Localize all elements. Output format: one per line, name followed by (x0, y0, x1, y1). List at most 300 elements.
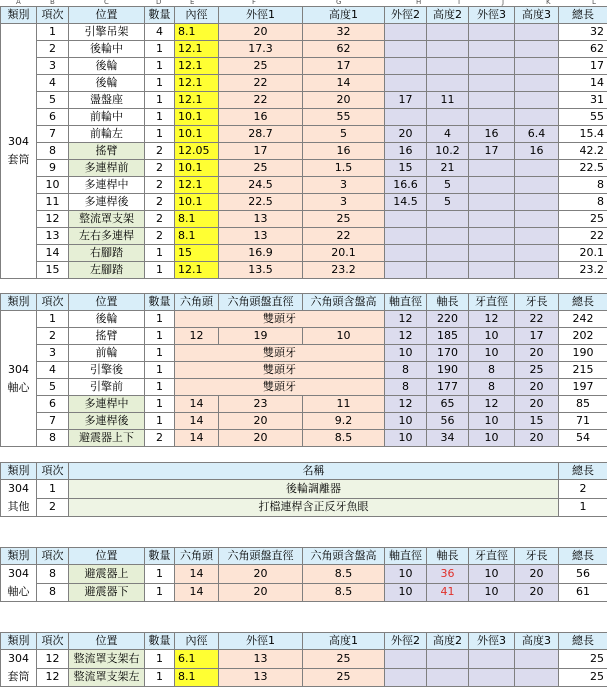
quantity[interactable]: 1 (145, 565, 175, 584)
hex-head[interactable]: 14 (175, 396, 219, 413)
shaft-diameter[interactable]: 10 (385, 413, 427, 430)
quantity[interactable]: 1 (145, 650, 175, 669)
column-header[interactable]: 高度1 (303, 633, 385, 650)
thread-length[interactable]: 20 (515, 565, 559, 584)
category-cell[interactable] (1, 565, 37, 602)
column-header[interactable]: 數量 (145, 633, 175, 650)
column-header[interactable]: 高度2 (427, 633, 469, 650)
thread-length[interactable]: 20 (515, 583, 559, 602)
outer-diameter-2[interactable] (385, 24, 427, 41)
column-header[interactable]: 項次 (37, 294, 69, 311)
column-header[interactable]: 總長 (559, 463, 607, 480)
item-no[interactable]: 13 (37, 228, 69, 245)
total-length[interactable]: 31 (559, 92, 607, 109)
column-header[interactable]: 高度3 (515, 633, 559, 650)
column-header[interactable]: 名稱 (69, 463, 559, 480)
quantity[interactable]: 1 (145, 396, 175, 413)
outer-diameter-2[interactable] (385, 245, 427, 262)
position[interactable]: 多連桿前 (69, 160, 145, 177)
thread-diameter[interactable]: 10 (469, 413, 515, 430)
height-2[interactable] (427, 41, 469, 58)
shaft-length[interactable]: 190 (427, 362, 469, 379)
item-no[interactable]: 6 (37, 396, 69, 413)
outer-diameter-3[interactable] (469, 41, 515, 58)
outer-diameter-3[interactable] (469, 194, 515, 211)
hex-plate-diameter[interactable]: 20 (219, 565, 303, 584)
total-length[interactable]: 197 (559, 379, 607, 396)
height-3[interactable] (515, 262, 559, 279)
height-1[interactable]: 25 (303, 650, 385, 669)
inner-diameter[interactable]: 6.1 (175, 650, 219, 669)
height-1[interactable]: 62 (303, 41, 385, 58)
height-1[interactable]: 14 (303, 75, 385, 92)
quantity[interactable]: 1 (145, 92, 175, 109)
column-header[interactable]: 牙長 (515, 548, 559, 565)
outer-diameter-3[interactable] (469, 211, 515, 228)
shaft-length[interactable]: 34 (427, 430, 469, 447)
inner-diameter[interactable]: 8.1 (175, 24, 219, 41)
height-3[interactable] (515, 211, 559, 228)
quantity[interactable]: 4 (145, 24, 175, 41)
quantity[interactable]: 2 (145, 160, 175, 177)
thread-diameter[interactable]: 10 (469, 583, 515, 602)
outer-diameter-1[interactable]: 22.5 (219, 194, 303, 211)
total-length[interactable]: 17 (559, 58, 607, 75)
hex-head[interactable]: 12 (175, 328, 219, 345)
total-length[interactable]: 2 (559, 480, 607, 499)
outer-diameter-3[interactable] (469, 245, 515, 262)
item-no[interactable]: 8 (37, 143, 69, 160)
hex-plate-diameter[interactable]: 23 (219, 396, 303, 413)
item-no[interactable]: 2 (37, 328, 69, 345)
height-2[interactable]: 10.2 (427, 143, 469, 160)
item-no[interactable]: 5 (37, 92, 69, 109)
inner-diameter[interactable]: 10.1 (175, 194, 219, 211)
outer-diameter-1[interactable]: 13 (219, 228, 303, 245)
total-length[interactable]: 22.5 (559, 160, 607, 177)
height-3[interactable]: 16 (515, 143, 559, 160)
column-header[interactable]: 內徑 (175, 633, 219, 650)
position[interactable]: 引擎前 (69, 379, 145, 396)
shaft-length[interactable]: 65 (427, 396, 469, 413)
height-1[interactable]: 32 (303, 24, 385, 41)
shaft-length[interactable]: 177 (427, 379, 469, 396)
total-length[interactable]: 22 (559, 228, 607, 245)
quantity[interactable]: 1 (145, 262, 175, 279)
total-length[interactable]: 190 (559, 345, 607, 362)
thread-diameter[interactable]: 10 (469, 430, 515, 447)
position[interactable]: 整流罩支架右 (69, 650, 145, 669)
position[interactable]: 避震器上 (69, 565, 145, 584)
item-no[interactable]: 2 (37, 498, 69, 517)
outer-diameter-2[interactable] (385, 211, 427, 228)
column-header[interactable]: 外徑3 (469, 633, 515, 650)
position[interactable]: 引擎後 (69, 362, 145, 379)
quantity[interactable]: 1 (145, 245, 175, 262)
position[interactable]: 多連桿中 (69, 396, 145, 413)
item-name[interactable]: 後輪調離器 (69, 480, 559, 499)
quantity[interactable]: 1 (145, 379, 175, 396)
outer-diameter-3[interactable] (469, 160, 515, 177)
item-no[interactable]: 7 (37, 413, 69, 430)
inner-diameter[interactable]: 12.1 (175, 58, 219, 75)
item-name[interactable]: 打檔連桿含正反牙魚眼 (69, 498, 559, 517)
column-header[interactable]: 類別 (1, 633, 37, 650)
outer-diameter-3[interactable] (469, 228, 515, 245)
height-1[interactable]: 55 (303, 109, 385, 126)
hex-height[interactable]: 8.5 (303, 430, 385, 447)
column-header[interactable]: 牙直徑 (469, 548, 515, 565)
height-2[interactable] (427, 211, 469, 228)
thread-length[interactable]: 17 (515, 328, 559, 345)
column-header[interactable]: 外徑3 (469, 7, 515, 24)
outer-diameter-1[interactable]: 25 (219, 160, 303, 177)
outer-diameter-1[interactable]: 17.3 (219, 41, 303, 58)
column-header[interactable]: 總長 (559, 294, 607, 311)
outer-diameter-3[interactable] (469, 262, 515, 279)
hex-head[interactable]: 14 (175, 565, 219, 584)
quantity[interactable]: 2 (145, 211, 175, 228)
height-3[interactable] (515, 228, 559, 245)
shaft-diameter[interactable]: 12 (385, 396, 427, 413)
item-no[interactable]: 11 (37, 194, 69, 211)
inner-diameter[interactable]: 10.1 (175, 109, 219, 126)
hex-plate-diameter[interactable]: 20 (219, 430, 303, 447)
column-header[interactable]: 六角頭盤直徑 (219, 294, 303, 311)
height-3[interactable] (515, 194, 559, 211)
outer-diameter-2[interactable] (385, 41, 427, 58)
position[interactable]: 整流罩支架 (69, 211, 145, 228)
height-3[interactable] (515, 160, 559, 177)
outer-diameter-2[interactable] (385, 109, 427, 126)
position[interactable]: 前輪中 (69, 109, 145, 126)
quantity[interactable]: 2 (145, 228, 175, 245)
position[interactable]: 後輪 (69, 58, 145, 75)
position[interactable]: 多連桿後 (69, 194, 145, 211)
quantity[interactable]: 1 (145, 126, 175, 143)
item-no[interactable]: 3 (37, 58, 69, 75)
shaft-length[interactable]: 170 (427, 345, 469, 362)
shaft-diameter[interactable]: 12 (385, 328, 427, 345)
thread-length[interactable]: 22 (515, 311, 559, 328)
height-1[interactable]: 16 (303, 143, 385, 160)
quantity[interactable]: 2 (145, 194, 175, 211)
position[interactable]: 搖臂 (69, 328, 145, 345)
height-3[interactable] (515, 650, 559, 669)
position[interactable]: 前輪左 (69, 126, 145, 143)
quantity[interactable]: 1 (145, 41, 175, 58)
thread-diameter[interactable]: 12 (469, 396, 515, 413)
outer-diameter-1[interactable]: 16.9 (219, 245, 303, 262)
category-cell[interactable] (1, 480, 37, 517)
column-header[interactable]: 數量 (145, 7, 175, 24)
total-length[interactable]: 8 (559, 194, 607, 211)
quantity[interactable]: 1 (145, 58, 175, 75)
item-no[interactable]: 5 (37, 379, 69, 396)
height-2[interactable] (427, 668, 469, 687)
column-header[interactable]: 外徑1 (219, 7, 303, 24)
quantity[interactable]: 1 (145, 362, 175, 379)
height-2[interactable] (427, 262, 469, 279)
quantity[interactable]: 2 (145, 143, 175, 160)
position[interactable]: 盪盤座 (69, 92, 145, 109)
inner-diameter[interactable]: 12.1 (175, 262, 219, 279)
outer-diameter-3[interactable]: 16 (469, 126, 515, 143)
quantity[interactable]: 2 (145, 430, 175, 447)
column-header[interactable]: 外徑2 (385, 633, 427, 650)
item-no[interactable]: 12 (37, 650, 69, 669)
inner-diameter[interactable]: 12.1 (175, 177, 219, 194)
thread-diameter[interactable]: 10 (469, 328, 515, 345)
total-length[interactable]: 215 (559, 362, 607, 379)
thread-type[interactable]: 雙頭牙 (175, 362, 385, 379)
height-2[interactable]: 5 (427, 194, 469, 211)
shaft-length[interactable]: 41 (427, 583, 469, 602)
outer-diameter-2[interactable] (385, 58, 427, 75)
total-length[interactable]: 62 (559, 41, 607, 58)
outer-diameter-2[interactable] (385, 75, 427, 92)
thread-length[interactable]: 20 (515, 345, 559, 362)
position[interactable]: 後輪 (69, 75, 145, 92)
shaft-length[interactable]: 56 (427, 413, 469, 430)
item-no[interactable]: 7 (37, 126, 69, 143)
height-3[interactable] (515, 58, 559, 75)
column-header[interactable]: 數量 (145, 294, 175, 311)
inner-diameter[interactable]: 8.1 (175, 211, 219, 228)
height-3[interactable] (515, 24, 559, 41)
shaft-length[interactable]: 36 (427, 565, 469, 584)
total-length[interactable]: 15.4 (559, 126, 607, 143)
column-header[interactable]: 六角頭 (175, 548, 219, 565)
column-header[interactable]: 項次 (37, 7, 69, 24)
quantity[interactable]: 1 (145, 668, 175, 687)
total-length[interactable]: 25 (559, 650, 607, 669)
outer-diameter-3[interactable] (469, 668, 515, 687)
column-header[interactable]: 內徑 (175, 7, 219, 24)
shaft-diameter[interactable]: 10 (385, 430, 427, 447)
shaft-diameter[interactable]: 12 (385, 311, 427, 328)
column-header[interactable]: 外徑1 (219, 633, 303, 650)
quantity[interactable]: 1 (145, 109, 175, 126)
column-header[interactable]: 軸長 (427, 294, 469, 311)
position[interactable]: 後輪中 (69, 41, 145, 58)
column-header[interactable]: 位置 (69, 7, 145, 24)
outer-diameter-1[interactable]: 22 (219, 92, 303, 109)
hex-height[interactable]: 9.2 (303, 413, 385, 430)
outer-diameter-1[interactable]: 20 (219, 24, 303, 41)
outer-diameter-1[interactable]: 13 (219, 211, 303, 228)
total-length[interactable]: 242 (559, 311, 607, 328)
column-header[interactable]: 軸長 (427, 548, 469, 565)
hex-plate-diameter[interactable]: 19 (219, 328, 303, 345)
total-length[interactable]: 61 (559, 583, 607, 602)
height-3[interactable] (515, 75, 559, 92)
position[interactable]: 後輪 (69, 311, 145, 328)
item-no[interactable]: 15 (37, 262, 69, 279)
outer-diameter-2[interactable]: 17 (385, 92, 427, 109)
column-header[interactable]: 數量 (145, 548, 175, 565)
column-header[interactable]: 軸直徑 (385, 548, 427, 565)
outer-diameter-2[interactable] (385, 262, 427, 279)
item-no[interactable]: 1 (37, 480, 69, 499)
column-header[interactable]: 總長 (559, 633, 607, 650)
height-1[interactable]: 22 (303, 228, 385, 245)
category-cell[interactable] (1, 650, 37, 687)
height-1[interactable]: 3 (303, 194, 385, 211)
column-header[interactable]: 六角頭 (175, 294, 219, 311)
position[interactable]: 引擎吊架 (69, 24, 145, 41)
total-length[interactable]: 55 (559, 109, 607, 126)
column-header[interactable]: 六角頭盤直徑 (219, 548, 303, 565)
column-header[interactable]: 牙直徑 (469, 294, 515, 311)
height-3[interactable] (515, 109, 559, 126)
thread-diameter[interactable]: 10 (469, 565, 515, 584)
total-length[interactable]: 71 (559, 413, 607, 430)
item-no[interactable]: 4 (37, 362, 69, 379)
inner-diameter[interactable]: 15 (175, 245, 219, 262)
outer-diameter-1[interactable]: 28.7 (219, 126, 303, 143)
outer-diameter-2[interactable]: 16.6 (385, 177, 427, 194)
quantity[interactable]: 1 (145, 75, 175, 92)
item-no[interactable]: 3 (37, 345, 69, 362)
column-header[interactable]: 六角頭含盤高 (303, 294, 385, 311)
column-header[interactable]: 位置 (69, 548, 145, 565)
thread-length[interactable]: 15 (515, 413, 559, 430)
item-no[interactable]: 1 (37, 311, 69, 328)
height-2[interactable] (427, 245, 469, 262)
position[interactable]: 避震器下 (69, 583, 145, 602)
total-length[interactable]: 54 (559, 430, 607, 447)
item-no[interactable]: 12 (37, 668, 69, 687)
height-3[interactable] (515, 177, 559, 194)
total-length[interactable]: 32 (559, 24, 607, 41)
position[interactable]: 多連桿後 (69, 413, 145, 430)
height-1[interactable]: 25 (303, 668, 385, 687)
height-1[interactable]: 17 (303, 58, 385, 75)
outer-diameter-2[interactable]: 20 (385, 126, 427, 143)
height-2[interactable] (427, 24, 469, 41)
column-header[interactable]: 項次 (37, 633, 69, 650)
column-header[interactable]: 六角頭含盤高 (303, 548, 385, 565)
column-header[interactable]: 類別 (1, 548, 37, 565)
hex-head[interactable]: 14 (175, 413, 219, 430)
thread-type[interactable]: 雙頭牙 (175, 311, 385, 328)
quantity[interactable]: 2 (145, 177, 175, 194)
column-header[interactable]: 總長 (559, 7, 607, 24)
total-length[interactable]: 202 (559, 328, 607, 345)
height-3[interactable] (515, 668, 559, 687)
quantity[interactable]: 1 (145, 583, 175, 602)
column-header[interactable]: 類別 (1, 294, 37, 311)
height-1[interactable]: 20 (303, 92, 385, 109)
item-no[interactable]: 10 (37, 177, 69, 194)
height-2[interactable] (427, 75, 469, 92)
column-header[interactable]: 類別 (1, 463, 37, 480)
outer-diameter-3[interactable] (469, 650, 515, 669)
height-1[interactable]: 3 (303, 177, 385, 194)
outer-diameter-2[interactable]: 16 (385, 143, 427, 160)
inner-diameter[interactable]: 12.1 (175, 92, 219, 109)
total-length[interactable]: 8 (559, 177, 607, 194)
thread-length[interactable]: 20 (515, 379, 559, 396)
column-header[interactable]: 類別 (1, 7, 37, 24)
position[interactable]: 左右多連桿 (69, 228, 145, 245)
quantity[interactable]: 1 (145, 413, 175, 430)
item-no[interactable]: 6 (37, 109, 69, 126)
thread-length[interactable]: 20 (515, 396, 559, 413)
column-header[interactable]: 高度2 (427, 7, 469, 24)
item-no[interactable]: 14 (37, 245, 69, 262)
thread-diameter[interactable]: 8 (469, 362, 515, 379)
hex-height[interactable]: 10 (303, 328, 385, 345)
total-length[interactable]: 25 (559, 668, 607, 687)
column-header[interactable]: 軸直徑 (385, 294, 427, 311)
position[interactable]: 右腳踏 (69, 245, 145, 262)
thread-type[interactable]: 雙頭牙 (175, 345, 385, 362)
inner-diameter[interactable]: 10.1 (175, 126, 219, 143)
total-length[interactable]: 56 (559, 565, 607, 584)
item-no[interactable]: 4 (37, 75, 69, 92)
thread-length[interactable]: 25 (515, 362, 559, 379)
outer-diameter-2[interactable]: 14.5 (385, 194, 427, 211)
total-length[interactable]: 85 (559, 396, 607, 413)
height-1[interactable]: 20.1 (303, 245, 385, 262)
shaft-diameter[interactable]: 10 (385, 345, 427, 362)
position[interactable]: 搖臂 (69, 143, 145, 160)
outer-diameter-1[interactable]: 13 (219, 650, 303, 669)
height-2[interactable]: 4 (427, 126, 469, 143)
position[interactable]: 前輪 (69, 345, 145, 362)
shaft-diameter[interactable]: 10 (385, 565, 427, 584)
position[interactable]: 避震器上下 (69, 430, 145, 447)
position[interactable]: 整流罩支架左 (69, 668, 145, 687)
height-3[interactable] (515, 245, 559, 262)
inner-diameter[interactable]: 12.05 (175, 143, 219, 160)
outer-diameter-1[interactable]: 13.5 (219, 262, 303, 279)
total-length[interactable]: 23.2 (559, 262, 607, 279)
outer-diameter-1[interactable]: 22 (219, 75, 303, 92)
hex-height[interactable]: 11 (303, 396, 385, 413)
height-3[interactable]: 6.4 (515, 126, 559, 143)
inner-diameter[interactable]: 10.1 (175, 160, 219, 177)
thread-diameter[interactable]: 10 (469, 345, 515, 362)
shaft-length[interactable]: 185 (427, 328, 469, 345)
item-no[interactable]: 8 (37, 430, 69, 447)
hex-head[interactable]: 14 (175, 430, 219, 447)
height-3[interactable] (515, 92, 559, 109)
outer-diameter-3[interactable] (469, 58, 515, 75)
thread-diameter[interactable]: 8 (469, 379, 515, 396)
item-no[interactable]: 9 (37, 160, 69, 177)
quantity[interactable]: 1 (145, 345, 175, 362)
category-cell[interactable] (1, 24, 37, 279)
shaft-length[interactable]: 220 (427, 311, 469, 328)
column-header[interactable]: 位置 (69, 633, 145, 650)
column-header[interactable]: 項次 (37, 548, 69, 565)
hex-head[interactable]: 14 (175, 583, 219, 602)
outer-diameter-2[interactable] (385, 228, 427, 245)
hex-height[interactable]: 8.5 (303, 583, 385, 602)
shaft-diameter[interactable]: 10 (385, 583, 427, 602)
outer-diameter-3[interactable] (469, 92, 515, 109)
height-2[interactable] (427, 58, 469, 75)
column-header[interactable]: 位置 (69, 294, 145, 311)
inner-diameter[interactable]: 8.1 (175, 228, 219, 245)
position[interactable]: 左腳踏 (69, 262, 145, 279)
outer-diameter-2[interactable]: 15 (385, 160, 427, 177)
quantity[interactable]: 1 (145, 311, 175, 328)
height-1[interactable]: 23.2 (303, 262, 385, 279)
